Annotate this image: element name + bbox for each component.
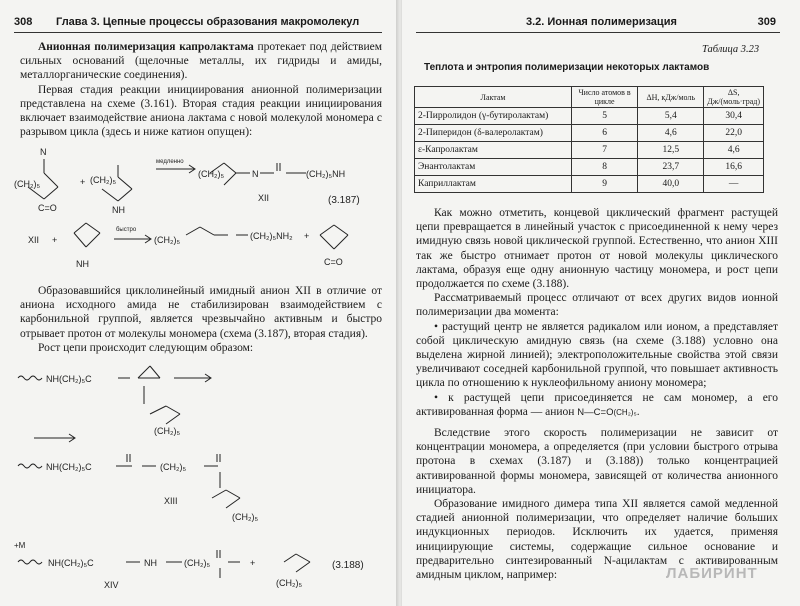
table-cell: Энантолактам [415, 159, 572, 176]
running-header-left [14, 16, 382, 33]
label-xiii: XIII [164, 496, 178, 506]
chain-2-mid: (CH₂)₅ [160, 462, 187, 472]
paragraph: Как можно отметить, концевой циклический фрагмент растущей цепи превращается в линейный участок с присоединенной к нему через имидную связь новой циклической группой. Естественно, что анион XIII так же быстро отнимает протон от новой молекулы циклического лактама, образуя еще одну анионную частицу мономера, и рост цепи продолжается по схеме (3.188). [416, 207, 778, 291]
paragraph: Рост цепи происходит следующим образом: [38, 341, 254, 354]
table-cell: 30,4 [704, 108, 764, 125]
table-cell: 2-Пиперидон (δ-валеролактам) [415, 125, 572, 142]
table-header: Лактам [415, 87, 572, 108]
table-cell: 6 [572, 125, 638, 142]
table-cell: 7 [572, 142, 638, 159]
row2-label: XII [28, 235, 40, 245]
table-row [415, 159, 764, 176]
right-page [402, 0, 800, 606]
paragraph: Образование имидного димера типа XII является самой медленной стадией анионной полимеризации, что определяет наличие больших индукционных периодов. Исключить их удается, применяя инициирующие системы, содержащие сильное основание и предварительно синтезированный N-ацилактам с активированным амидным циклом, например: [416, 498, 778, 582]
label-xii: XII [258, 193, 270, 203]
row2-co: C=O [324, 257, 343, 267]
intro-text: протекает под действием сильных оснований (щелочные металлы, их гидриды и амиды, металлорганические соединения). [20, 41, 382, 82]
equation-number: (3.187) [328, 195, 360, 206]
ring-ch2-c: (CH₂)₅ [276, 578, 303, 588]
row2-nh: NH [76, 259, 89, 269]
product-chain: (CH₂)₅NH [306, 169, 346, 179]
reaction-scheme-3-187 [14, 143, 386, 281]
paragraph: Вследствие этого скорость полимеризации не зависит от концентрации мономера, а определяется (при условии быстрого отрыва протона в схемах (3.187) и (3.188)) только концентрацией активированной формы мономера, зависящей от количества анионного инициатора. [416, 427, 778, 496]
publisher-watermark: ЛАБИРИНТ [666, 565, 758, 582]
paragraph: Рассматриваемый процесс отличают от всех других видов ионной полимеризации два момента: [416, 292, 778, 319]
chain-3-nh: NH [144, 558, 157, 568]
left-page [0, 0, 398, 606]
table-cell: 40,0 [638, 176, 704, 193]
ring-ch2: (CH₂)₅ [14, 179, 41, 189]
plus-minus: + [250, 558, 256, 568]
ring-co: C=O [38, 203, 57, 213]
table-cell: 5 [572, 108, 638, 125]
reaction-scheme-3-188 [14, 358, 386, 594]
table-cell: ε-Капролактам [415, 142, 572, 159]
equation-number: (3.188) [332, 560, 364, 571]
left-text-top [20, 40, 382, 139]
chain-1: NH(CH₂)₅C [46, 374, 92, 384]
running-header-right [416, 16, 780, 33]
paragraph: Образовавшийся циклолинейный имидный анион XII в отличие от аниона исходного амида не стабилизирован взаимодействием с карбонильной группой, является чрезвычайно активным и быстро отрывает протон от молекулы мономера (схема (3.187), вторая стадия). [20, 285, 382, 340]
bullet-item: • растущий центр не является радикалом или ионом, а представляет собой циклическую амидную связь (на схеме (3.188) условно она выделена жирной линией); электроположительные свойства этой связи увеличивают соседней карбонильной группой, что повышает активность цикла по отношению к нуклеофильному аниону мономера; [416, 320, 778, 390]
table-cell: 9 [572, 176, 638, 193]
left-text-mid [20, 284, 382, 355]
right-text [416, 206, 778, 582]
table-cell: 2-Пирролидон (γ-бутиролактам) [415, 108, 572, 125]
arrow-label-slow: медленно [156, 159, 184, 165]
table-header-row [415, 87, 764, 108]
table-cell: — [704, 176, 764, 193]
ring-ch2-b: (CH₂)₅ [90, 175, 117, 185]
product-n: N [252, 169, 259, 179]
plus-m: +M [14, 541, 26, 550]
chain-3-mid: (CH₂)₅ [184, 558, 211, 568]
row2-ch2: (CH₂)₅ [154, 235, 181, 245]
table-title: Теплота и энтропия полимеризации некоторых лактамов [424, 62, 710, 73]
ring-ch2-b: (CH₂)₅ [232, 512, 259, 522]
page-number: 308 [14, 16, 33, 28]
arrow-label-fast: быстро [116, 227, 137, 233]
table-cell: Каприллактам [415, 176, 572, 193]
bullet-end: . [636, 405, 640, 418]
page-number: 309 [757, 16, 776, 28]
anion-n: N [40, 147, 47, 157]
product-ch2: (CH₂)₅ [198, 169, 225, 179]
table-row [415, 108, 764, 125]
anion-formula-sub: (CH₂)₅ [613, 407, 637, 417]
anion-formula: N—C=O [577, 406, 614, 418]
table-cell: 23,7 [638, 159, 704, 176]
ring-ch2: (CH₂)₅ [154, 426, 181, 436]
paragraph: Первая стадия реакции инициирования анионной полимеризации представлена на схеме (3.161). Вторая стадия реакции инициирования включает взаимодействие аниона лактама с новой молекулой мономера с разрывом цикла (здесь и ниже катион опущен): [20, 83, 382, 139]
plus-sign: + [80, 177, 86, 187]
table-row [415, 176, 764, 193]
table-row [415, 142, 764, 159]
bullet-text: • к растущей цепи присоединяется не сам мономер, а его активированная форма — анион [416, 391, 778, 418]
table-cell: 4,6 [638, 125, 704, 142]
table-label: Таблица 3.23 [702, 44, 760, 55]
table-cell: 4,6 [704, 142, 764, 159]
chain-3: NH(CH₂)₅C [48, 558, 94, 568]
row2-plus: + [52, 235, 58, 245]
table-header: Число атомов в цикле [572, 87, 638, 108]
row2-chain: (CH₂)₅NH₂ [250, 231, 293, 241]
table-header: ΔH, кДж/моль [638, 87, 704, 108]
chain-2: NH(CH₂)₅C [46, 462, 92, 472]
table-cell: 8 [572, 159, 638, 176]
label-xiv: XIV [104, 580, 119, 590]
table-header: ΔS, Дж/(моль·град) [704, 87, 764, 108]
table-cell: 12,5 [638, 142, 704, 159]
table-cell: 5,4 [638, 108, 704, 125]
table-row [415, 125, 764, 142]
polymerization-table [414, 86, 764, 193]
bullet-item [416, 391, 778, 420]
section-lead: Анионная полимеризация капролактама [38, 41, 254, 53]
section-title: 3.2. Ионная полимеризация [526, 16, 677, 28]
chapter-title: Глава 3. Цепные процессы образования макромолекул [56, 16, 360, 28]
table-cell: 16,6 [704, 159, 764, 176]
ring-nh: NH [112, 205, 125, 215]
row2-plus-b: + [304, 231, 310, 241]
table-cell: 22,0 [704, 125, 764, 142]
